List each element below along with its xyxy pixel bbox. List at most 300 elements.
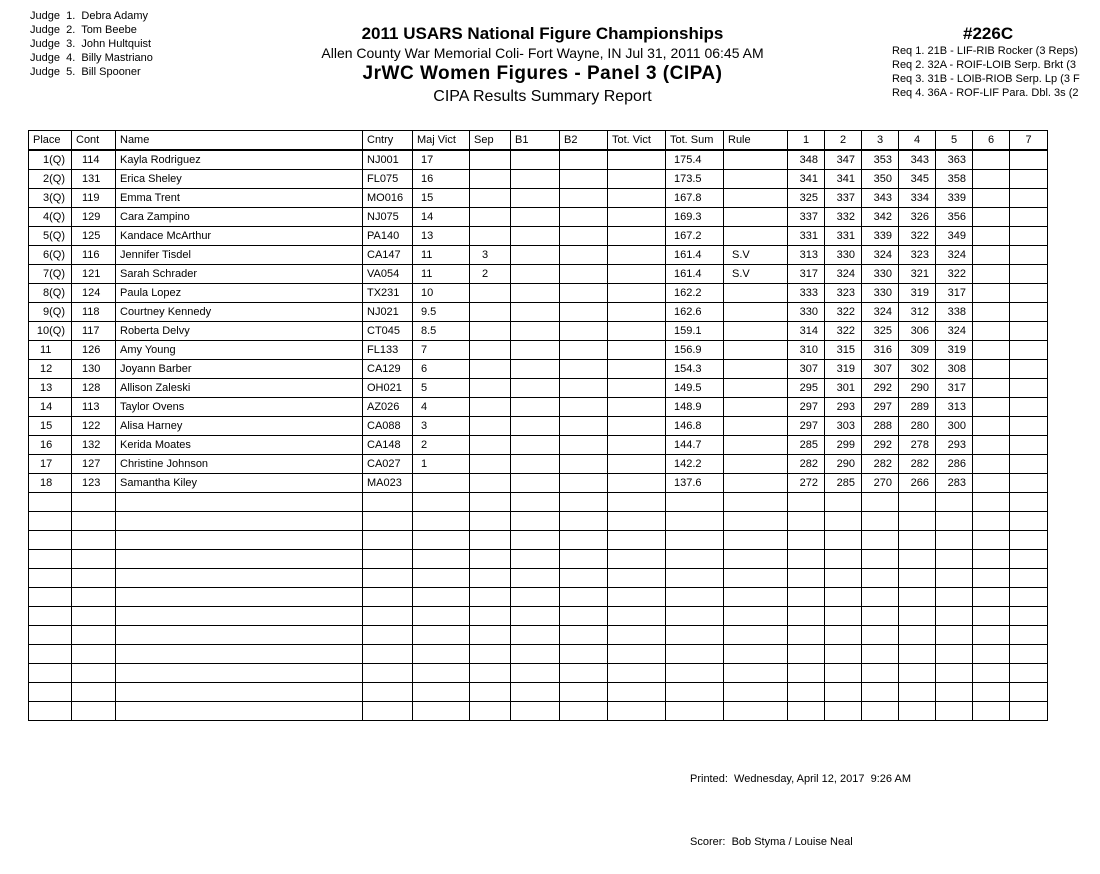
empty-cell: [29, 493, 72, 512]
empty-cell: [936, 702, 973, 721]
empty-cell: [899, 493, 936, 512]
empty-cell: [608, 626, 666, 645]
cell-b2: [560, 379, 608, 398]
cell-s1: 331: [788, 227, 825, 246]
cell-cont: 119: [72, 189, 116, 208]
cell-totvict: [608, 398, 666, 417]
cell-s1: 282: [788, 455, 825, 474]
empty-cell: [470, 664, 511, 683]
cell-totsum: 156.9: [666, 341, 724, 360]
cell-s5: 338: [936, 303, 973, 322]
cell-b1: [511, 417, 560, 436]
cell-s2: 303: [825, 417, 862, 436]
cell-totvict: [608, 189, 666, 208]
empty-cell: [1010, 664, 1048, 683]
cell-s6: [973, 341, 1010, 360]
cell-place: 17: [29, 455, 72, 474]
judge-2: [30, 23, 153, 37]
printed-label: Printed:: [690, 773, 728, 785]
empty-row: [29, 531, 1048, 550]
empty-cell: [29, 569, 72, 588]
cell-s7: [1010, 303, 1048, 322]
cell-name: Emma Trent: [116, 189, 363, 208]
column-header: 5: [936, 131, 973, 151]
empty-cell: [511, 607, 560, 626]
cell-b1: [511, 246, 560, 265]
cell-name: Jennifer Tisdel: [116, 246, 363, 265]
empty-row: [29, 664, 1048, 683]
empty-cell: [413, 531, 470, 550]
empty-cell: [560, 588, 608, 607]
empty-cell: [788, 569, 825, 588]
cell-s6: [973, 284, 1010, 303]
cell-totsum: 162.2: [666, 284, 724, 303]
empty-cell: [788, 607, 825, 626]
cell-totsum: 159.1: [666, 322, 724, 341]
cell-s6: [973, 227, 1010, 246]
empty-cell: [29, 702, 72, 721]
cell-s4: 321: [899, 265, 936, 284]
empty-cell: [936, 550, 973, 569]
cell-s1: 285: [788, 436, 825, 455]
cell-rule: [724, 170, 788, 189]
empty-cell: [788, 512, 825, 531]
cell-rule: [724, 284, 788, 303]
empty-cell: [608, 531, 666, 550]
cell-s7: [1010, 474, 1048, 493]
empty-cell: [72, 569, 116, 588]
cell-s7: [1010, 246, 1048, 265]
cell-s5: 313: [936, 398, 973, 417]
empty-cell: [936, 531, 973, 550]
table-row: [29, 227, 1048, 246]
cell-s4: 309: [899, 341, 936, 360]
empty-cell: [899, 664, 936, 683]
table-row: [29, 360, 1048, 379]
cell-s2: 293: [825, 398, 862, 417]
cell-s6: [973, 246, 1010, 265]
cell-maj: 14: [413, 208, 470, 227]
empty-cell: [724, 664, 788, 683]
cell-place: 2(Q): [29, 170, 72, 189]
empty-cell: [72, 588, 116, 607]
empty-cell: [899, 550, 936, 569]
cell-maj: 11: [413, 246, 470, 265]
cell-maj: 13: [413, 227, 470, 246]
cell-maj: 2: [413, 436, 470, 455]
requirement-2: [892, 58, 1100, 72]
empty-cell: [72, 664, 116, 683]
cell-s6: [973, 398, 1010, 417]
judge-name: Billy Mastriano: [81, 52, 153, 64]
empty-cell: [666, 683, 724, 702]
cell-totsum: 167.8: [666, 189, 724, 208]
cell-cont: 118: [72, 303, 116, 322]
cell-name: Roberta Delvy: [116, 322, 363, 341]
empty-cell: [936, 569, 973, 588]
empty-cell: [899, 607, 936, 626]
empty-cell: [363, 588, 413, 607]
empty-cell: [973, 607, 1010, 626]
empty-cell: [560, 607, 608, 626]
cell-s7: [1010, 284, 1048, 303]
printed-line: [690, 769, 911, 790]
cell-s3: 292: [862, 379, 899, 398]
table-row: [29, 398, 1048, 417]
empty-cell: [1010, 645, 1048, 664]
cell-s4: 326: [899, 208, 936, 227]
req-label: Req 2.: [892, 59, 925, 71]
cell-maj: 6: [413, 360, 470, 379]
column-header: Rule: [724, 131, 788, 151]
cell-s2: 319: [825, 360, 862, 379]
cell-rule: S.V: [724, 246, 788, 265]
judge-name: Tom Beebe: [81, 24, 137, 36]
empty-cell: [511, 531, 560, 550]
empty-cell: [825, 588, 862, 607]
cell-name: Samantha Kiley: [116, 474, 363, 493]
cell-s5: 319: [936, 341, 973, 360]
cell-s6: [973, 322, 1010, 341]
cell-rule: [724, 360, 788, 379]
cell-cntry: TX231: [363, 284, 413, 303]
cell-cntry: NJ075: [363, 208, 413, 227]
empty-cell: [511, 493, 560, 512]
empty-cell: [363, 645, 413, 664]
empty-cell: [825, 664, 862, 683]
empty-cell: [825, 512, 862, 531]
cell-sep: [470, 303, 511, 322]
table-row: [29, 265, 1048, 284]
cell-name: Erica Sheley: [116, 170, 363, 189]
cell-s3: 270: [862, 474, 899, 493]
cell-s7: [1010, 322, 1048, 341]
cell-s4: 322: [899, 227, 936, 246]
cell-s6: [973, 455, 1010, 474]
empty-cell: [1010, 702, 1048, 721]
empty-cell: [862, 512, 899, 531]
empty-cell: [1010, 569, 1048, 588]
cell-cont: 124: [72, 284, 116, 303]
cell-cntry: CA147: [363, 246, 413, 265]
empty-cell: [788, 493, 825, 512]
empty-cell: [363, 702, 413, 721]
cell-sep: [470, 208, 511, 227]
cell-s4: 306: [899, 322, 936, 341]
column-header: Place: [29, 131, 72, 151]
empty-cell: [29, 588, 72, 607]
empty-cell: [363, 626, 413, 645]
cell-s3: 339: [862, 227, 899, 246]
cell-sep: [470, 150, 511, 170]
requirement-1: [892, 44, 1100, 58]
empty-cell: [973, 493, 1010, 512]
empty-cell: [666, 702, 724, 721]
cell-rule: [724, 341, 788, 360]
empty-cell: [413, 493, 470, 512]
cell-cntry: NJ001: [363, 150, 413, 170]
cell-s5: 358: [936, 170, 973, 189]
empty-row: [29, 588, 1048, 607]
cell-cntry: CT045: [363, 322, 413, 341]
empty-cell: [511, 588, 560, 607]
scorer-names: Bob Styma / Louise Neal: [731, 836, 853, 848]
cell-totsum: 173.5: [666, 170, 724, 189]
empty-cell: [470, 607, 511, 626]
cell-totsum: 175.4: [666, 150, 724, 170]
cell-s6: [973, 150, 1010, 170]
empty-cell: [470, 683, 511, 702]
cell-s7: [1010, 417, 1048, 436]
cell-s5: 356: [936, 208, 973, 227]
empty-cell: [862, 607, 899, 626]
cell-sep: [470, 284, 511, 303]
table-body: [29, 150, 1048, 721]
cell-cont: 130: [72, 360, 116, 379]
empty-cell: [363, 493, 413, 512]
empty-cell: [413, 550, 470, 569]
empty-cell: [724, 588, 788, 607]
cell-s3: 343: [862, 189, 899, 208]
column-header: 1: [788, 131, 825, 151]
empty-cell: [825, 683, 862, 702]
cell-cont: 127: [72, 455, 116, 474]
empty-cell: [116, 664, 363, 683]
cell-s2: 290: [825, 455, 862, 474]
cell-maj: 4: [413, 398, 470, 417]
cell-place: 3(Q): [29, 189, 72, 208]
empty-cell: [1010, 550, 1048, 569]
cell-sep: [470, 227, 511, 246]
empty-cell: [862, 531, 899, 550]
empty-cell: [116, 702, 363, 721]
cell-totsum: 137.6: [666, 474, 724, 493]
cell-s1: 314: [788, 322, 825, 341]
cell-totvict: [608, 284, 666, 303]
empty-cell: [666, 607, 724, 626]
empty-cell: [862, 588, 899, 607]
cell-s1: 313: [788, 246, 825, 265]
column-header: 3: [862, 131, 899, 151]
empty-cell: [116, 607, 363, 626]
cell-rule: [724, 455, 788, 474]
cell-s1: 325: [788, 189, 825, 208]
empty-cell: [470, 569, 511, 588]
cell-name: Paula Lopez: [116, 284, 363, 303]
cell-s2: 301: [825, 379, 862, 398]
cell-s1: 297: [788, 398, 825, 417]
cell-s6: [973, 474, 1010, 493]
report-title: CIPA Results Summary Report: [433, 88, 652, 105]
cell-sep: [470, 417, 511, 436]
empty-cell: [560, 531, 608, 550]
cell-s2: 331: [825, 227, 862, 246]
empty-row: [29, 550, 1048, 569]
empty-cell: [862, 493, 899, 512]
column-header: B2: [560, 131, 608, 151]
cell-cont: 131: [72, 170, 116, 189]
cell-b1: [511, 265, 560, 284]
empty-cell: [973, 512, 1010, 531]
empty-cell: [413, 645, 470, 664]
empty-cell: [363, 569, 413, 588]
empty-cell: [608, 645, 666, 664]
judges-list: [30, 9, 153, 79]
cell-totvict: [608, 150, 666, 170]
cell-s4: 334: [899, 189, 936, 208]
cell-place: 15: [29, 417, 72, 436]
empty-cell: [862, 550, 899, 569]
empty-cell: [788, 645, 825, 664]
cell-s3: 288: [862, 417, 899, 436]
cell-place: 12: [29, 360, 72, 379]
judge-5: [30, 65, 153, 79]
empty-cell: [511, 512, 560, 531]
cell-b1: [511, 189, 560, 208]
cell-s1: 330: [788, 303, 825, 322]
table-row: [29, 284, 1048, 303]
empty-cell: [560, 512, 608, 531]
table-row: [29, 150, 1048, 170]
cell-s3: 292: [862, 436, 899, 455]
judge-label: Judge 1.: [30, 10, 76, 22]
empty-cell: [788, 588, 825, 607]
cell-s4: 289: [899, 398, 936, 417]
empty-cell: [899, 512, 936, 531]
cell-maj: 7: [413, 341, 470, 360]
cell-s5: 363: [936, 150, 973, 170]
empty-cell: [724, 683, 788, 702]
empty-cell: [363, 683, 413, 702]
empty-cell: [29, 664, 72, 683]
column-header: 4: [899, 131, 936, 151]
cell-s7: [1010, 341, 1048, 360]
cell-s5: 286: [936, 455, 973, 474]
empty-cell: [511, 569, 560, 588]
empty-cell: [72, 550, 116, 569]
empty-cell: [608, 607, 666, 626]
cell-cont: 129: [72, 208, 116, 227]
cell-b2: [560, 227, 608, 246]
empty-cell: [72, 493, 116, 512]
cell-s1: 333: [788, 284, 825, 303]
empty-row: [29, 702, 1048, 721]
cell-b2: [560, 436, 608, 455]
req-text: 32A - ROIF-LOIB Serp. Brkt (3: [927, 59, 1077, 71]
cell-b2: [560, 189, 608, 208]
cell-cntry: NJ021: [363, 303, 413, 322]
cell-b2: [560, 303, 608, 322]
cell-s6: [973, 303, 1010, 322]
cell-rule: S.V: [724, 265, 788, 284]
cell-s4: 319: [899, 284, 936, 303]
cell-b1: [511, 208, 560, 227]
empty-cell: [413, 588, 470, 607]
judge-name: Debra Adamy: [81, 10, 149, 22]
venue-line: Allen County War Memorial Coli- Fort Wayne, IN Jul 31, 2011 06:45 AM: [321, 45, 764, 61]
cell-s5: 283: [936, 474, 973, 493]
empty-cell: [29, 683, 72, 702]
empty-cell: [724, 702, 788, 721]
cell-cntry: CA129: [363, 360, 413, 379]
empty-cell: [470, 531, 511, 550]
empty-cell: [936, 645, 973, 664]
empty-cell: [560, 493, 608, 512]
cell-s6: [973, 379, 1010, 398]
empty-cell: [788, 626, 825, 645]
cell-s2: 285: [825, 474, 862, 493]
empty-cell: [862, 664, 899, 683]
empty-cell: [363, 664, 413, 683]
cell-name: Courtney Kennedy: [116, 303, 363, 322]
judge-name: Bill Spooner: [81, 66, 141, 78]
cell-b2: [560, 284, 608, 303]
empty-cell: [470, 645, 511, 664]
empty-cell: [788, 702, 825, 721]
empty-cell: [363, 512, 413, 531]
column-header: B1: [511, 131, 560, 151]
cell-cont: 123: [72, 474, 116, 493]
cell-s3: 316: [862, 341, 899, 360]
cell-totvict: [608, 265, 666, 284]
empty-cell: [973, 531, 1010, 550]
cell-b2: [560, 150, 608, 170]
cell-rule: [724, 398, 788, 417]
column-header: Name: [116, 131, 363, 151]
empty-cell: [936, 626, 973, 645]
judge-label: Judge 2.: [30, 24, 76, 36]
empty-cell: [825, 550, 862, 569]
req-text: 21B - LIF-RIB Rocker (3 Reps): [927, 45, 1078, 57]
cell-totvict: [608, 322, 666, 341]
cell-maj: 1: [413, 455, 470, 474]
cell-name: Kayla Rodriguez: [116, 150, 363, 170]
empty-cell: [899, 645, 936, 664]
empty-row: [29, 683, 1048, 702]
empty-cell: [724, 626, 788, 645]
cell-cntry: PA140: [363, 227, 413, 246]
cell-s6: [973, 170, 1010, 189]
cell-sep: 2: [470, 265, 511, 284]
cell-totvict: [608, 436, 666, 455]
empty-cell: [363, 550, 413, 569]
empty-cell: [825, 493, 862, 512]
cell-b2: [560, 208, 608, 227]
cell-s7: [1010, 379, 1048, 398]
empty-cell: [72, 531, 116, 550]
cell-b1: [511, 436, 560, 455]
empty-cell: [973, 683, 1010, 702]
cell-cont: 122: [72, 417, 116, 436]
cell-cont: 125: [72, 227, 116, 246]
cell-b2: [560, 170, 608, 189]
cell-cntry: CA148: [363, 436, 413, 455]
cell-s2: 332: [825, 208, 862, 227]
cell-b2: [560, 417, 608, 436]
empty-cell: [899, 569, 936, 588]
cell-b1: [511, 284, 560, 303]
cell-s2: 323: [825, 284, 862, 303]
empty-cell: [413, 607, 470, 626]
cell-s1: 297: [788, 417, 825, 436]
empty-cell: [560, 569, 608, 588]
cell-s6: [973, 208, 1010, 227]
cell-maj: 8.5: [413, 322, 470, 341]
cell-b2: [560, 341, 608, 360]
cell-b1: [511, 150, 560, 170]
table-header: [29, 131, 1048, 151]
cell-s7: [1010, 398, 1048, 417]
